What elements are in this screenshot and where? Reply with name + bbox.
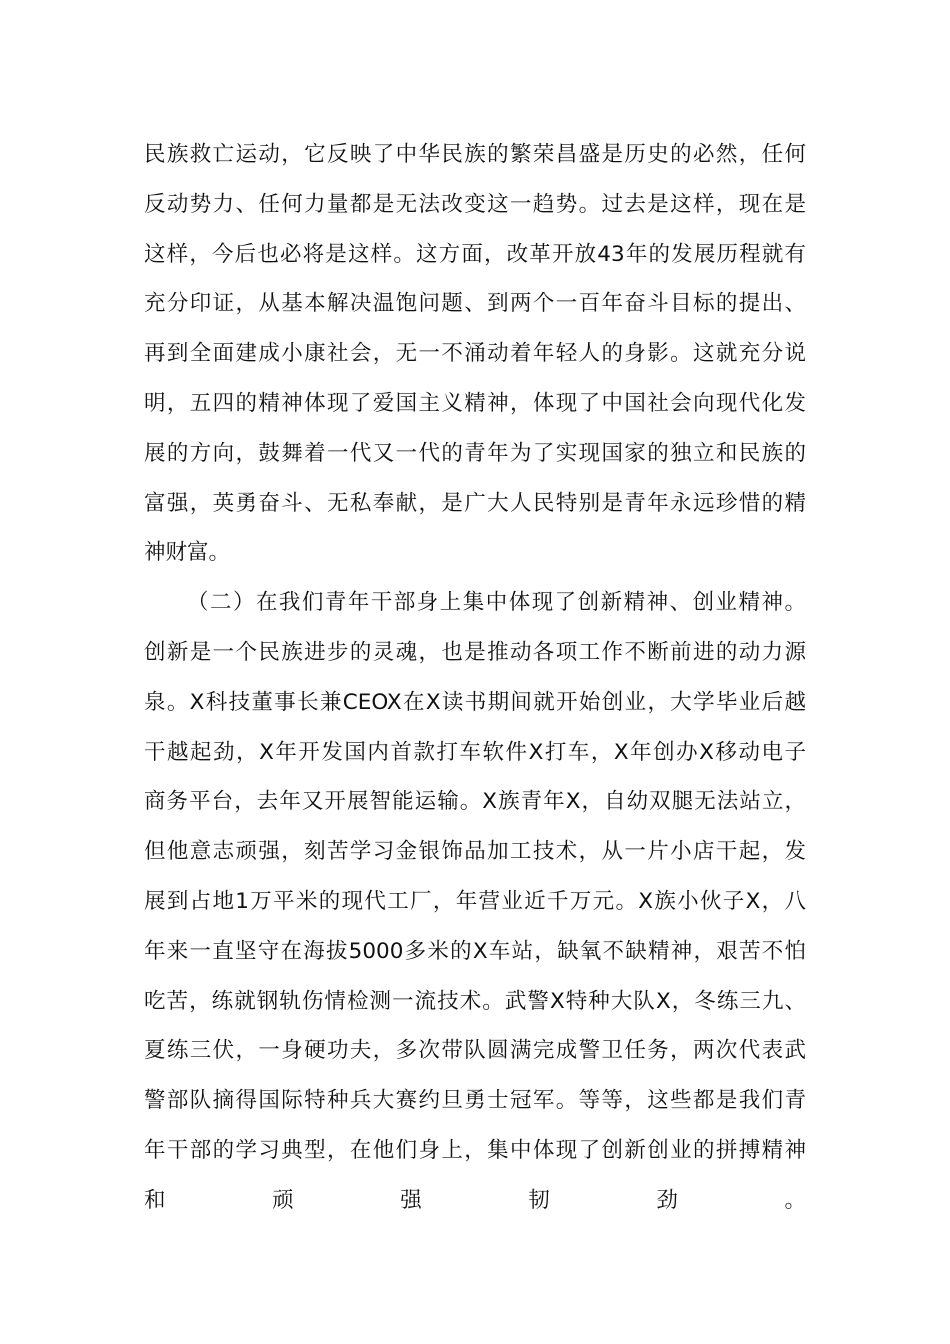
text-line: 创新是一个民族进步的灵魂，也是推动各项工作不断前进的动力源 [144,639,806,665]
text-line: 年来一直坚守在海拔5000多米的X车站，缺氧不缺精神，艰苦不怕 [144,938,806,964]
paragraph-2 [144,578,806,1275]
text-line: 但他意志顽强，刻苦学习金银饰品加工技术，从一片小店干起，发 [144,839,806,865]
text-line: 干越起劲，X年开发国内首款打车软件X打车，X年创办X移动电子 [144,739,806,765]
text-line: 商务平台，去年又开展智能运输。X族青年X，自幼双腿无法站立， [144,789,806,815]
text-line: 富强，英勇奋斗、无私奉献，是广大人民特别是青年永远珍惜的精 [144,490,806,516]
text-line: 民族救亡运动，它反映了中华民族的繁荣昌盛是历史的必然，任何 [144,142,806,167]
text-line: 年干部的学习典型，在他们身上，集中体现了创新创业的拼搏精神 [144,1137,806,1163]
text-line: 神财富。 [144,540,231,566]
text-line: 展的方向，鼓舞着一代又一代的青年为了实现国家的独立和民族的 [144,440,806,466]
text-line: 这样，今后也必将是这样。这方面，改革开放43年的发展历程就有 [144,241,806,267]
text-line [144,1226,806,1276]
text-line: 再到全面建成小康社会，无一不涌动着年轻人的身影。这就充分说 [144,341,806,367]
text-line: 明，五四的精神体现了爱国主义精神，体现了中国社会向现代化发 [144,390,806,416]
text-line: 和顽强韧劲。 [144,1187,806,1213]
text-line: 警部队摘得国际特种兵大赛约旦勇士冠军。等等，这些都是我们青 [144,1088,806,1114]
text-line: 充分印证，从基本解决温饱问题、到两个一百年奋斗目标的提出、 [144,291,806,317]
document-body [144,130,806,1275]
text-line: 反动势力、任何力量都是无法改变这一趋势。过去是这样，现在是 [144,191,806,217]
text-line: 泉。X科技董事长兼CEOX在X读书期间就开始创业，大学毕业后越 [144,689,806,715]
section-heading-line: （二）在我们青年干部身上集中体现了创新精神、创业精神。 [187,590,806,616]
text-line: 夏练三伏，一身硬功夫，多次带队圆满完成警卫任务，两次代表武 [144,1038,806,1064]
paragraph-1 [144,130,806,578]
text-line: 展到占地1万平米的现代工厂，年营业近千万元。X族小伙子X，八 [144,888,806,914]
text-line: 吃苦，练就钢轨伤情检测一流技术。武警X特种大队X，冬练三九、 [144,988,806,1014]
